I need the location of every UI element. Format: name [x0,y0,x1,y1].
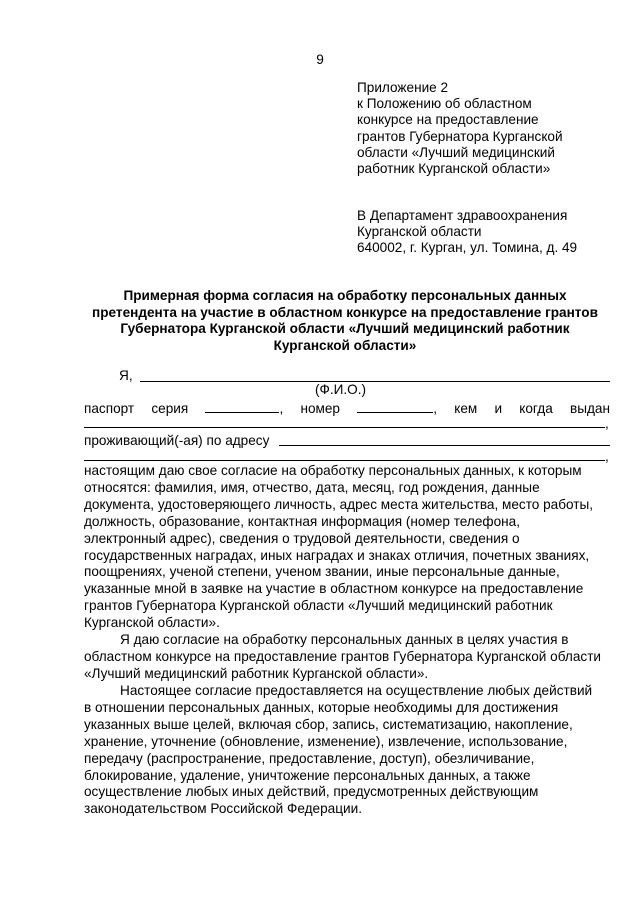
paragraph-line: Я даю согласие на обработку персональных данных в целях участия в [120,632,569,647]
paragraph-line: осуществление любых иных действий, предусмотренных действующим [84,784,539,800]
title-line: Курганской области» [273,337,417,353]
paragraph-line: документа, удостоверяющего личность, адрес места жительства, место работы, [84,496,594,512]
paragraph-line: «Лучший медицинский работник Курганской области». [84,665,429,681]
paragraph-line: передачу (распространение, предоставление, доступ), обезличивание, [84,750,535,766]
document-title [80,288,610,354]
issued-label: выдан [569,401,610,416]
appendix-line: Приложение 2 [357,80,449,95]
when-label: когда [519,401,553,416]
page-number: 9 [316,52,324,67]
passport-label: паспорт [84,401,135,416]
paragraph-line: должность, образование, контактная информация (номер телефона, [84,513,521,529]
issued-by-field[interactable] [84,427,605,428]
paragraph-line: в отношении персональных данных, которые необходимы для достижения [84,699,559,715]
addressee-block [357,208,577,257]
paragraph-line: хранение, уточнение (обновление, изменение), извлечение, использование, [84,733,568,749]
paragraph-line: Настоящее согласие предоставляется на осуществление любых действий [120,683,593,698]
number-label: номер [300,401,340,416]
appendix-line: работник Курганской области» [357,161,551,177]
i-label: Я, [119,368,133,383]
comma: , [605,416,609,431]
title-line: претендента на участие в областном конкурсе на предоставление грантов [92,304,598,320]
appendix-line: конкурсе на предоставление [357,112,539,128]
consent-paragraph [84,463,610,632]
appendix-line: грантов Губернатора Курганской [357,128,563,144]
title-line: Примерная форма согласия на обработку персональных данных [123,288,567,303]
address-field[interactable] [279,445,610,446]
number-field[interactable] [357,400,433,413]
paragraph-line: поощрениях, ученой степени, ученом звании, иные персональные данные, [84,564,560,580]
paragraph-line: настоящим даю свое согласие на обработку персональных данных, к которым [84,463,582,478]
comma: , [433,401,437,416]
addressee-line: 640002, г. Курган, ул. Томина, д. 49 [357,240,578,256]
series-label: серия [151,401,189,416]
series-field[interactable] [205,400,279,413]
appendix-line: области «Лучший медицинский [357,144,555,160]
comma: , [605,449,609,464]
paragraph-line: грантов Губернатора Курганской области «Лучший медицинский работник [84,598,553,614]
address-label: проживающий(-ая) по адресу [84,433,270,448]
title-line: Губернатора Курганской области «Лучший медицинский работник [120,321,570,336]
appendix-line: к Положению об областном [357,96,532,112]
fio-field[interactable] [140,381,610,382]
paragraph-line: блокирование, удаление, уничтожение персональных данных, а также [84,767,531,783]
appendix-block [357,80,563,177]
passport-row [84,400,610,416]
addressee-line: В Департамент здравоохранения [357,208,568,223]
paragraph-line: электронный адрес), сведения о трудовой деятельности, сведения о [84,530,520,546]
paragraph-line: законодательством Российской Федерации. [84,801,362,817]
fio-caption: (Ф.И.О.) [315,382,367,397]
paragraph-line: относятся: фамилия, имя, отчество, дата, месяц, год рождения, данные [84,479,540,495]
paragraph-line: областном конкурсе на предоставление грантов Губернатора Курганской области [84,648,602,664]
actions-paragraph [84,683,610,818]
who-label: кем [454,401,478,416]
comma: , [279,401,284,416]
paragraph-line: указанные мной в заявке на участие в областном конкурсе на предоставление [84,581,584,597]
address-field-continued[interactable] [84,460,605,461]
purpose-paragraph [84,632,610,683]
paragraph-line: государственных наградах, иных наградах и знаках отличия, почетных званиях, [84,547,590,563]
paragraph-line: Курганской области». [84,615,220,631]
paragraph-line: указанных выше целей, включая сбор, запись, систематизацию, накопление, [84,716,573,732]
addressee-line: Курганской области [357,224,482,240]
and-label: и [494,401,503,416]
